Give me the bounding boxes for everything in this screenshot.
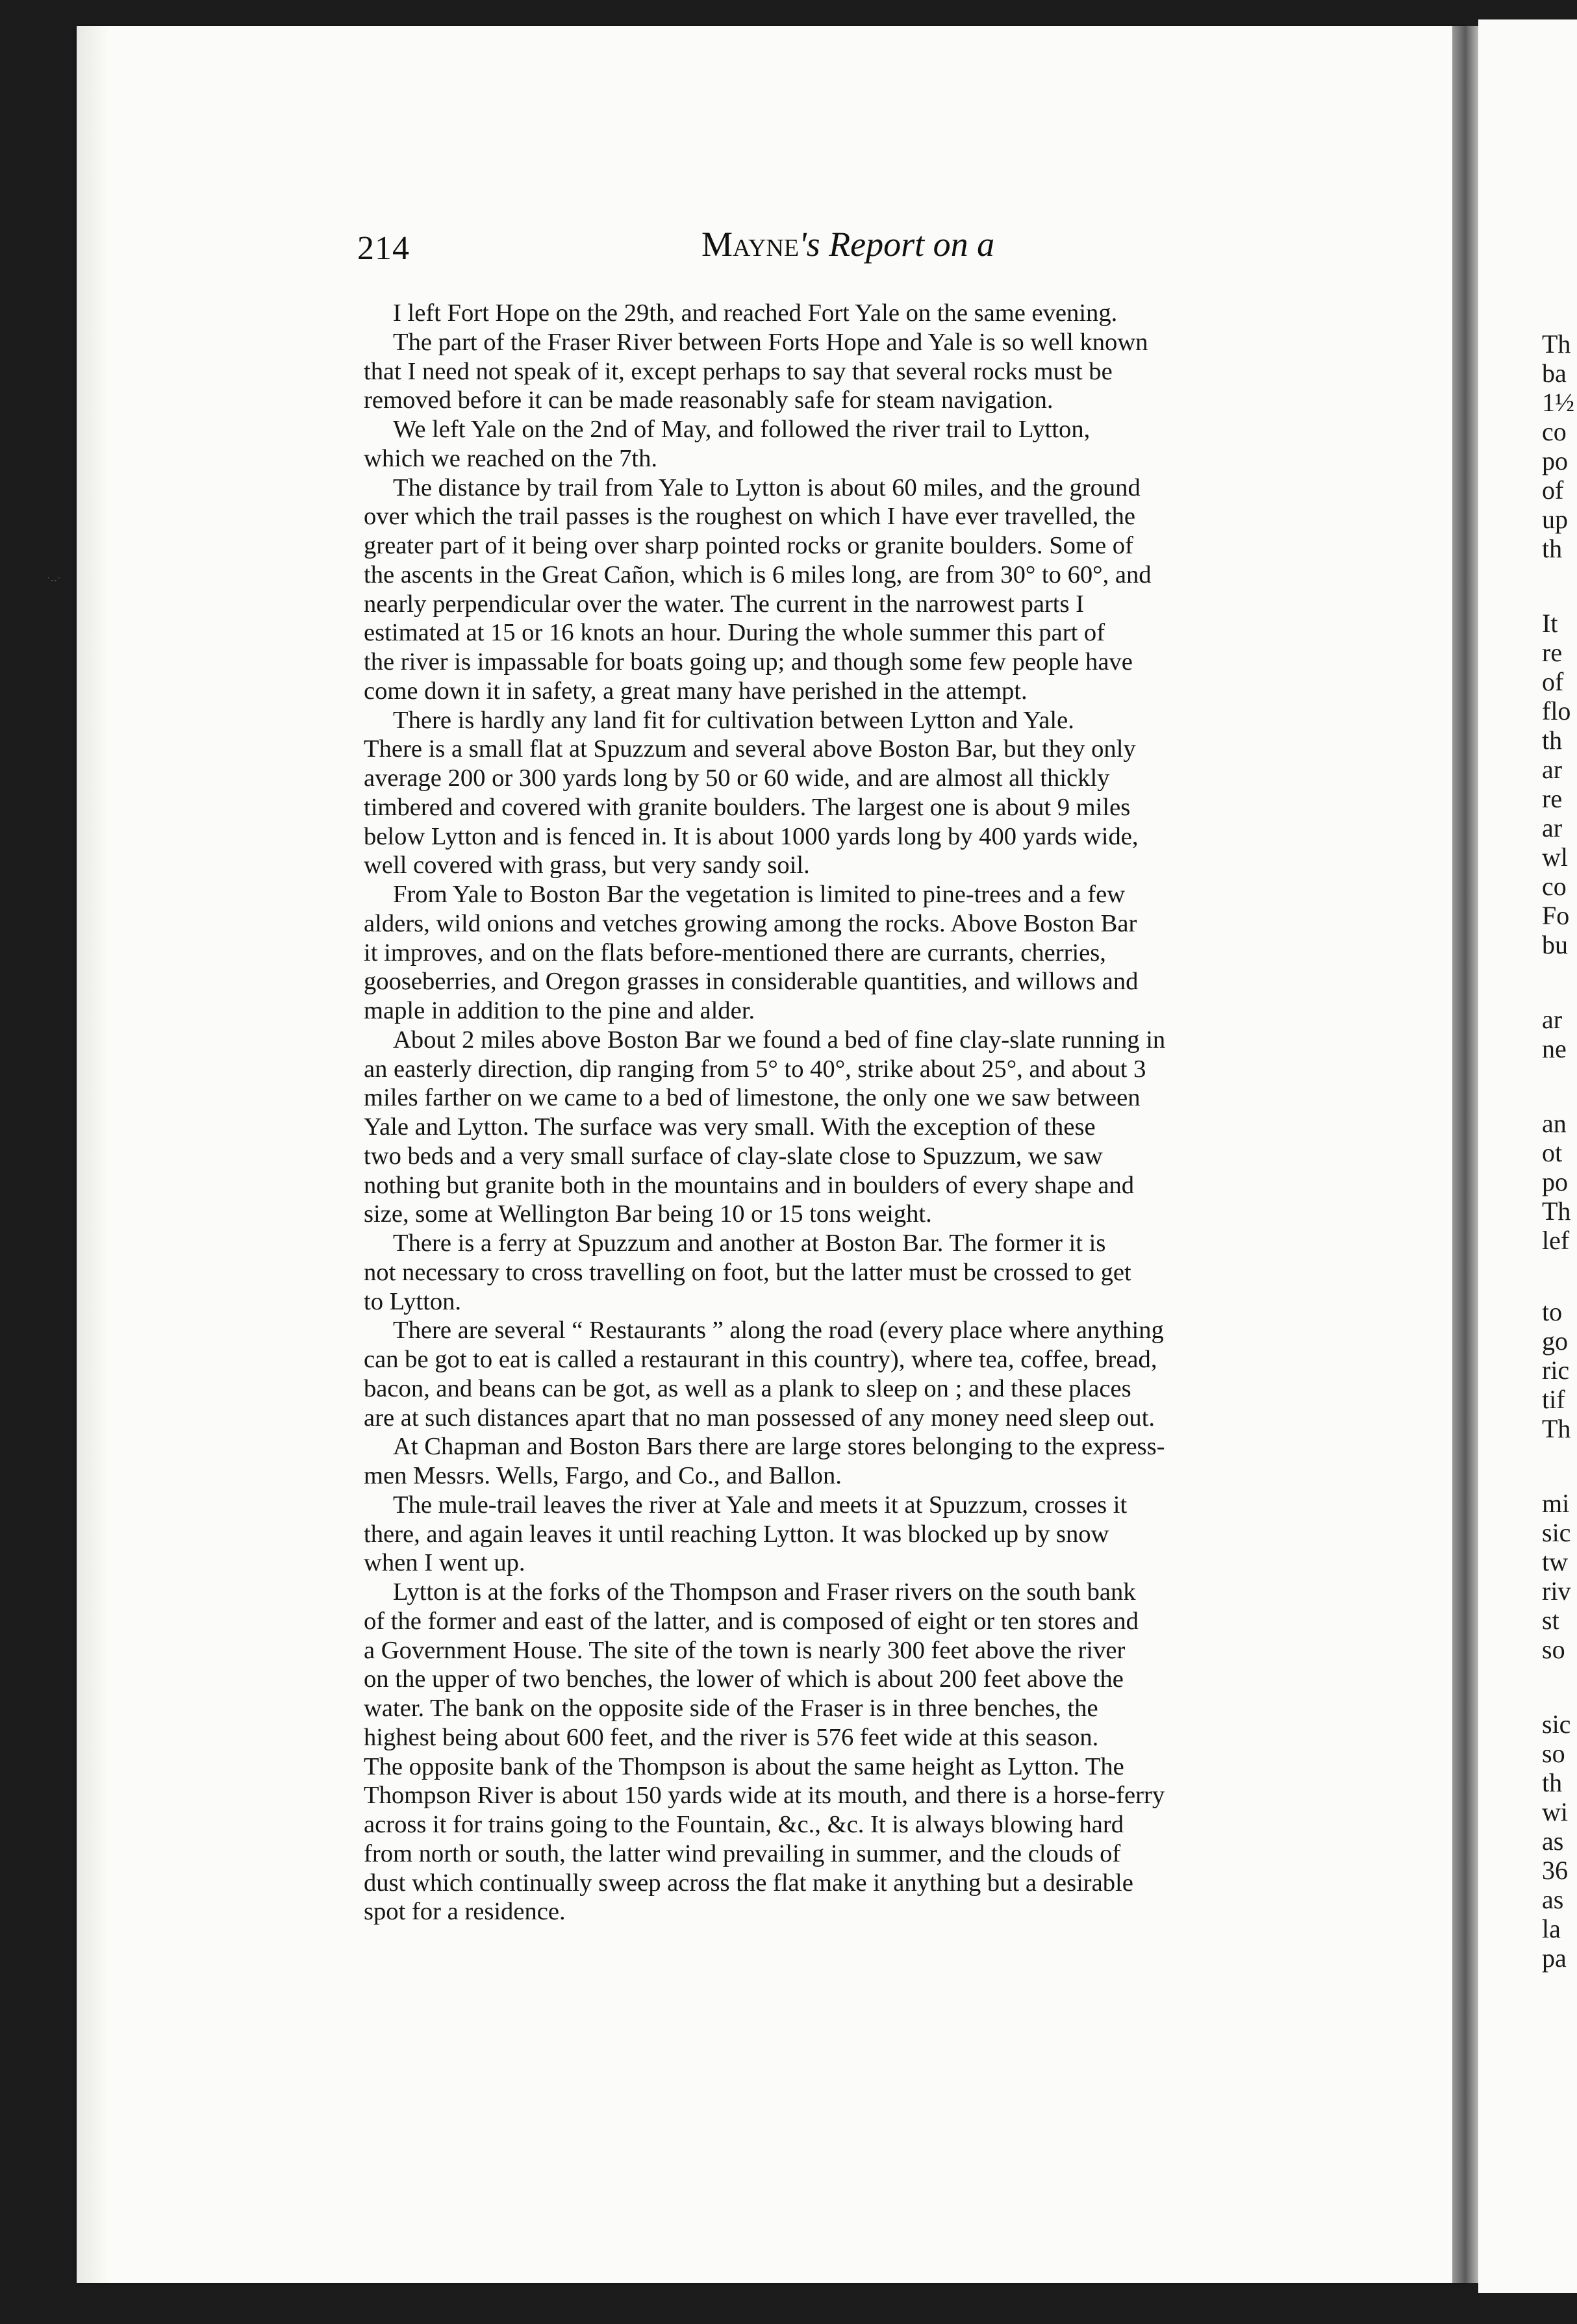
text-line: The mule-trail leaves the river at Yale and meets it at Spuzzum, crosses it [393,1491,1128,1519]
text-line: two beds and a very small surface of clay-slate close to Spuzzum, we saw [364,1142,1103,1170]
facing-page-fragment: ot [1542,1138,1563,1167]
facing-page-fragment: tw [1542,1547,1568,1576]
body-text [364,299,1367,1926]
text-line: bacon, and beans can be got, as well as a plank to sleep on ; and these places [364,1374,1131,1402]
facing-page-fragment: riv [1542,1576,1571,1606]
text-line: not necessary to cross travelling on foot, but the latter must be crossed to get [364,1258,1131,1286]
facing-page-fragment: co [1542,872,1567,901]
text-line: size, some at Wellington Bar being 10 or 15 tons weight. [364,1200,932,1228]
text-line: I left Fort Hope on the 29th, and reached Fort Yale on the same evening. [393,299,1118,327]
facing-page-fragment: Th [1542,1414,1571,1443]
text-line: nothing but granite both in the mountains and in boulders of every shape and [364,1171,1135,1199]
facing-page-fragment: st [1542,1606,1559,1635]
text-line: the ascents in the Great Cañon, which is 6 miles long, are from 30° to 60°, and [364,561,1152,588]
running-head-author: Mayne [701,225,800,264]
text-line: from north or south, the latter wind prevailing in summer, and the clouds of [364,1839,1121,1867]
facing-page-fragment: so [1542,1635,1565,1664]
text-line: over which the trail passes is the roughest on which I have ever travelled, the [364,503,1136,531]
facing-page-fragment: as [1542,1826,1564,1856]
text-line: There is hardly any land fit for cultivation between Lytton and Yale. [393,706,1074,734]
text-line: average 200 or 300 yards long by 50 or 60 wide, and are almost all thickly [364,764,1110,792]
text-line: an easterly direction, dip ranging from 5° to 40°, strike about 25°, and about 3 [364,1055,1146,1083]
text-line: dust which continually sweep across the flat make it anything but a desirable [364,1869,1133,1897]
page-header [279,224,1370,270]
facing-page-fragment: up [1542,505,1568,534]
facing-page-fragment: It [1542,609,1558,638]
facing-page-fragment: sic [1542,1710,1571,1739]
facing-page-fragment: to [1542,1297,1563,1326]
facing-page-edge [1478,19,1577,2293]
facing-page-fragment: th [1542,726,1563,755]
text-line: nearly perpendicular over the water. The current in the narrowest parts I [364,590,1085,618]
text-line: come down it in safety, a great many have perished in the attempt. [364,677,1028,705]
paragraph [364,1578,1367,1926]
paragraph [364,328,1367,415]
paragraph [364,1316,1367,1432]
facing-page-fragment: Th [1542,329,1571,359]
text-line: spot for a residence. [364,1898,566,1926]
text-line: Thompson River is about 150 yards wide at its mouth, and there is a horse-ferry [364,1782,1165,1810]
text-line: gooseberries, and Oregon grasses in considerable quantities, and willows and [364,968,1139,996]
scan-speck: ·‥· [47,573,61,584]
facing-page-fragment: th [1542,534,1563,563]
text-line: The distance by trail from Yale to Lytton is about 60 miles, and the ground [393,474,1141,501]
text-line: Yale and Lytton. The surface was very small. With the exception of these [364,1113,1096,1141]
text-line: that I need not speak of it, except perhaps to say that several rocks must be [364,357,1113,385]
paragraph [364,474,1367,706]
text-line: About 2 miles above Boston Bar we found a bed of fine clay-slate running in [393,1026,1166,1054]
running-head-possessive: 's [799,225,820,264]
facing-page-fragment: an [1542,1109,1567,1138]
text-line: which we reached on the 7th. [364,444,658,472]
facing-page-fragment: lef [1542,1226,1570,1255]
text-line: on the upper of two benches, the lower of which is about 200 feet above the [364,1665,1124,1693]
text-line: there, and again leaves it until reaching Lytton. It was blocked up by snow [364,1520,1109,1548]
paragraph [364,1026,1367,1229]
text-line: The part of the Fraser River between Forts Hope and Yale is so well known [393,328,1148,356]
facing-page-fragment: wl [1542,842,1568,872]
facing-page-fragment: sic [1542,1518,1571,1547]
facing-page-fragment: la [1542,1914,1561,1943]
text-line: removed before it can be made reasonably safe for steam navigation. [364,386,1053,414]
facing-page-fragment: tif [1542,1385,1565,1414]
facing-page-fragment: po [1542,446,1568,475]
facing-page-fragment: ric [1542,1356,1570,1385]
facing-page-fragment: ne [1542,1034,1567,1063]
page-number: 214 [357,230,410,267]
facing-page-fragment: ar [1542,755,1563,784]
facing-page-fragment: co [1542,417,1567,446]
paragraph [364,880,1367,1026]
facing-page-fragment: of [1542,475,1564,505]
text-line: greater part of it being over sharp pointed rocks or granite boulders. Some of [364,532,1133,559]
facing-page-fragment: bu [1542,930,1568,959]
facing-page-fragment: go [1542,1326,1568,1356]
facing-page-fragment: po [1542,1167,1568,1196]
facing-page-fragment: th [1542,1768,1563,1797]
paragraph [364,1491,1367,1578]
text-line: The opposite bank of the Thompson is about the same height as Lytton. The [364,1752,1124,1780]
facing-page-fragment: so [1542,1739,1565,1768]
text-line: There are several “ Restaurants ” along the road (every place where anything [393,1317,1164,1345]
facing-page-fragment: 36 [1542,1856,1568,1885]
book-gutter [1452,26,1478,2283]
text-line: timbered and covered with granite boulders. The largest one is about 9 miles [364,793,1131,821]
paragraph [364,706,1367,881]
facing-page-fragment: mi [1542,1489,1570,1518]
facing-page-fragment: flo [1542,696,1571,726]
text-line: it improves, and on the flats before-mentioned there are currants, cherries, [364,939,1106,966]
facing-page-fragment: ar [1542,813,1563,842]
text-line: well covered with grass, but very sandy soil. [364,852,810,879]
text-line: Lytton is at the forks of the Thompson and Fraser rivers on the south bank [393,1578,1136,1606]
text-line: From Yale to Boston Bar the vegetation is limited to pine-trees and a few [393,881,1126,908]
text-line: There is a small flat at Spuzzum and several above Boston Bar, but they only [364,735,1136,763]
text-line: water. The bank on the opposite side of the Fraser is in three benches, the [364,1695,1098,1722]
paragraph [364,299,1367,328]
text-line: highest being about 600 feet, and the river is 576 feet wide at this season. [364,1723,1099,1751]
paragraph [364,1229,1367,1316]
facing-page-fragment: 1½ [1542,388,1574,417]
text-line: We left Yale on the 2nd of May, and followed the river trail to Lytton, [393,416,1091,443]
text-line: maple in addition to the pine and alder. [364,997,755,1024]
text-line: the river is impassable for boats going up; and though some few people have [364,648,1133,676]
text-line: are at such distances apart that no man possessed of any money need sleep out. [364,1404,1155,1432]
text-line: of the former and east of the latter, and is composed of eight or ten stores and [364,1607,1139,1635]
text-line: alders, wild onions and vetches growing among the rocks. Above Boston Bar [364,909,1137,937]
facing-page-fragment: re [1542,638,1563,667]
facing-page-fragment: ba [1542,359,1567,388]
facing-page-fragment: pa [1542,1943,1567,1973]
text-line: There is a ferry at Spuzzum and another at Boston Bar. The former it is [393,1230,1106,1257]
facing-page-fragment: Fo [1542,901,1570,930]
paragraph [364,1432,1367,1491]
text-line: when I went up. [364,1549,525,1577]
text-line: men Messrs. Wells, Fargo, and Co., and Ballon. [364,1462,842,1489]
text-line: At Chapman and Boston Bars there are large stores belonging to the express- [393,1433,1165,1461]
text-line: a Government House. The site of the town is nearly 300 feet above the river [364,1636,1126,1664]
text-line: can be got to eat is called a restaurant in this country), where tea, coffee, bread, [364,1346,1157,1373]
facing-page-fragment: ar [1542,1005,1563,1034]
paragraph [364,415,1367,474]
running-head-title: Report on a [829,225,995,264]
text-line: to Lytton. [364,1287,462,1315]
facing-page-fragment: as [1542,1885,1564,1914]
text-line: estimated at 15 or 16 knots an hour. During the whole summer this part of [364,619,1105,647]
facing-page-fragment: Th [1542,1196,1571,1226]
facing-page-fragment: re [1542,784,1563,813]
text-line: below Lytton and is fenced in. It is about 1000 yards long by 400 yards wide, [364,822,1139,850]
text-line: across it for trains going to the Fountain, &c., &c. It is always blowing hard [364,1811,1124,1838]
facing-page-fragment: of [1542,667,1564,696]
text-line: miles farther on we came to a bed of limestone, the only one we saw between [364,1084,1141,1112]
page-edge-shadow [77,26,109,2283]
running-head [701,224,994,264]
facing-page-fragment: wi [1542,1797,1568,1826]
